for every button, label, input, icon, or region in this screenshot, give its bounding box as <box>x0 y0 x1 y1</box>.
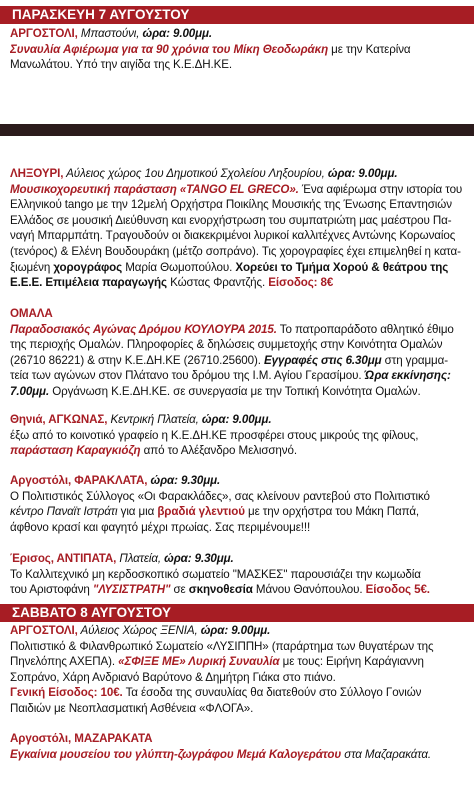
place: ΟΜΑΛΑ <box>10 307 53 320</box>
day-header-saturday <box>0 604 474 622</box>
place: ΛΗΞΟΥΡΙ, <box>10 167 64 180</box>
place: ΑΡΓΟΣΤΟΛΙ, <box>10 27 78 40</box>
event-text: ναγή Μπαρμπάτη. Τραγουδούν οι διακεκριμένοι λυρικοί καλλιτέχνες Αντώνης Κορωναίος <box>10 229 456 243</box>
venue: στα Μαζαρακάτα. <box>341 747 432 761</box>
dance-group: Χορεύει το Τμήμα Χορού & θεάτρου της <box>235 260 449 274</box>
event-text: άφθονο κρασί και φαγητό μέχρι πρωίας. Σας περιμένουμε!!! <box>10 520 311 534</box>
event-text: Σοπράνο, Χάρη Ανδριανό Βαρύτονο & Δημήτρη Γιάκα στο πιάνο. <box>10 670 336 684</box>
event-text: Κώστας Φραντζής. <box>166 276 269 290</box>
event-text: Μανωλάτου. Υπό την αιγίδα της Κ.Ε.ΔΗ.ΚΕ. <box>10 58 232 72</box>
event-antipata <box>10 551 466 598</box>
event-mazarakata <box>10 731 466 762</box>
event-text: με τους: Ειρήνη Καράγιαννη <box>279 655 424 669</box>
place: Έρισος, ΑΝΤΙΠΑΤΑ, <box>10 552 117 565</box>
event-title: Συναυλία Αφιέρωμα για τα 90 χρόνια του Μίκη Θεοδωράκη <box>10 42 329 56</box>
event-text: Ο Πολιτιστικός Σύλλογος «Οι Φαρακλάδες», σας κλείνουν ραντεβού στο Πολιτιστικό <box>10 489 430 503</box>
event-title: Μουσικοχορευτική παράσταση «TANGO EL GRECO». <box>10 182 299 196</box>
day-header-friday-label: ΠΑΡΑΣΚΕΥΗ 7 ΑΥΓΟΥΣΤΟΥ <box>12 7 190 22</box>
event-text: Πολιτιστικό & Φιλανθρωπικό Σωματείο «ΛΥΣΙΠΠΗ» (παράρτημα των θυγατέρων της <box>10 639 434 653</box>
direction-label: σκηνοθεσία <box>188 583 253 597</box>
event-text: ξιωμένη <box>10 260 54 274</box>
event-title: «ΣΦΙΞΕ ΜΕ» Λυρική Συναυλία <box>118 655 280 669</box>
registration-time: Εγγραφές στις 6.30μμ <box>264 353 382 367</box>
time: ώρα: 9.00μμ. <box>198 413 272 426</box>
entry-fee: Γενική Είσοδος: 10€. <box>10 686 123 700</box>
event-title: βραδιά γλεντιού <box>157 505 245 519</box>
event-argostoli-saturday <box>10 623 466 717</box>
venue: Πλατεία, <box>116 552 162 565</box>
event-text: Πηνελόπης ΑΧΕΠΑ). <box>10 655 119 669</box>
separator-band <box>0 124 474 136</box>
event-text: Ελληνικού tango με την 12μελή Ορχήστρα Ποικίλης Μουσικής της Ένωσης Επαντησιών <box>10 198 452 212</box>
time: ώρα: 9.00μμ. <box>139 27 213 40</box>
event-text: Παιδιών με Νεοπλασματική Ασθένεια «ΦΛΟΓΑ». <box>10 701 254 715</box>
place: Αργοστόλι, ΜΑΖΑΡΑΚΑΤΑ <box>10 732 153 745</box>
event-omala <box>10 306 466 400</box>
event-text: Τα έσοδα της συναυλίας θα διατεθούν στο Σύλλογο Γονιών <box>122 686 422 700</box>
event-text: για μια <box>117 505 158 519</box>
time: ώρα: 9.30μμ. <box>147 474 221 487</box>
venue: κέντρο Παναϊτ Ιστράτι <box>10 505 118 519</box>
event-text: σε <box>170 583 189 597</box>
event-text: τεία των αγώνων στον Πλάτανο του δρόμου της Ι.Μ. Αγίου Γερασίμου. <box>10 369 365 383</box>
production-label: Ε.Ε.Ε. Επιμέλεια παραγωγής <box>10 276 167 290</box>
event-text: Οργάνωση Κ.Ε.ΔΗ.ΚΕ. σε συνεργασία με την Τοπική Κοινότητα Ομαλών. <box>49 384 421 398</box>
start-time-label: Ώρα εκκίνησης: <box>364 369 451 383</box>
event-title: παράσταση Καραγκιόζη <box>10 444 141 458</box>
event-text: Μαρία Θωμοπούλου. <box>122 260 236 274</box>
time: ώρα: 9.30μμ. <box>161 552 234 565</box>
day-header-friday <box>0 6 474 24</box>
event-text: με την ορχήστρα του Μάκη Παπά, <box>244 505 420 519</box>
place: Αργοστόλι, ΦΑΡΑΚΛΑΤΑ, <box>10 474 148 487</box>
start-time: 7.00μμ. <box>10 384 50 398</box>
event-text: του Αριστοφάνη <box>10 583 93 597</box>
event-text: της περιοχής Ομαλών. Πληροφορίες & δηλώσεις συμμετοχής στην Κοινότητα Ομαλών <box>10 338 443 352</box>
event-text: από το Αλέξανδρο Μελισσηνό. <box>140 444 297 458</box>
event-title: Παραδοσιακός Αγώνας Δρόμου ΚΟΥΛΟΥΡΑ 2015. <box>10 322 277 336</box>
event-text: έξω από το κοινοτικό γραφείο η Κ.Ε.ΔΗ.ΚΕ προσφέρει στους μικρούς της φίλους, <box>10 428 419 442</box>
event-text: Ελλάδος σε μουσική Διεύθυνση και ενορχήστρωση του συμπατριώτη μας μαέστρου Πα- <box>10 213 452 227</box>
time: ώρα: 9.00μμ. <box>197 624 271 637</box>
event-lixouri <box>10 166 466 291</box>
event-text: Ένα αφιέρωμα στην ιστορία του <box>298 182 463 196</box>
entry-fee: Είσοδος: 8€ <box>268 276 334 290</box>
event-text: (τενόρος) & Ελένη Βουδουράκη (μέτζο σοπράνο). Τις χορογραφίες έχει επιμεληθεί η κατα- <box>10 244 461 258</box>
choreographer-label: χορογράφος <box>53 260 123 274</box>
venue: Αύλειος χώρος 1ου Δημοτικού Σχολείου Ληξουρίου, <box>63 167 325 180</box>
event-text: στη γραμμα- <box>381 353 448 367</box>
day-header-saturday-label: ΣΑΒΒΑΤΟ 8 ΑΥΓΟΥΣΤΟΥ <box>12 605 171 620</box>
event-text: Το πατροπαράδοτο αθλητικό έθιμο <box>276 322 454 336</box>
event-text: Το Καλλιτεχνικό μη κερδοσκοπικό σωματείο "ΜΑΣΚΕΣ" παρουσιάζει την κωμωδία <box>10 567 421 581</box>
event-thinia <box>10 412 466 459</box>
event-text: Μάνου Θανόπουλου. <box>252 583 366 597</box>
venue: Αύλειος Χώρος ΞΕΝΙΑ, <box>77 624 198 637</box>
entry-fee: Είσοδος 5€. <box>365 583 430 597</box>
event-title: Εγκαίνια μουσείου του γλύπτη-ζωγράφου Μεμά Καλογεράτου <box>10 747 342 761</box>
event-argostoli-friday <box>10 26 466 73</box>
event-title: "ΛΥΣΙΣΤΡΑΤΗ" <box>92 583 171 597</box>
time: ώρα: 9.00μμ. <box>324 167 398 180</box>
event-faraklata <box>10 473 466 535</box>
event-text: (26710 86221) & στην Κ.Ε.ΔΗ.ΚΕ (26710.25600). <box>10 353 264 367</box>
venue: Κεντρική Πλατεία, <box>107 413 199 426</box>
venue: Μπαστούνι, <box>77 27 140 40</box>
place: ΑΡΓΟΣΤΟΛΙ, <box>10 624 78 637</box>
place: Θηνιά, ΑΓΚΩΝΑΣ, <box>10 413 108 426</box>
event-text: με την Κατερίνα <box>328 42 411 56</box>
